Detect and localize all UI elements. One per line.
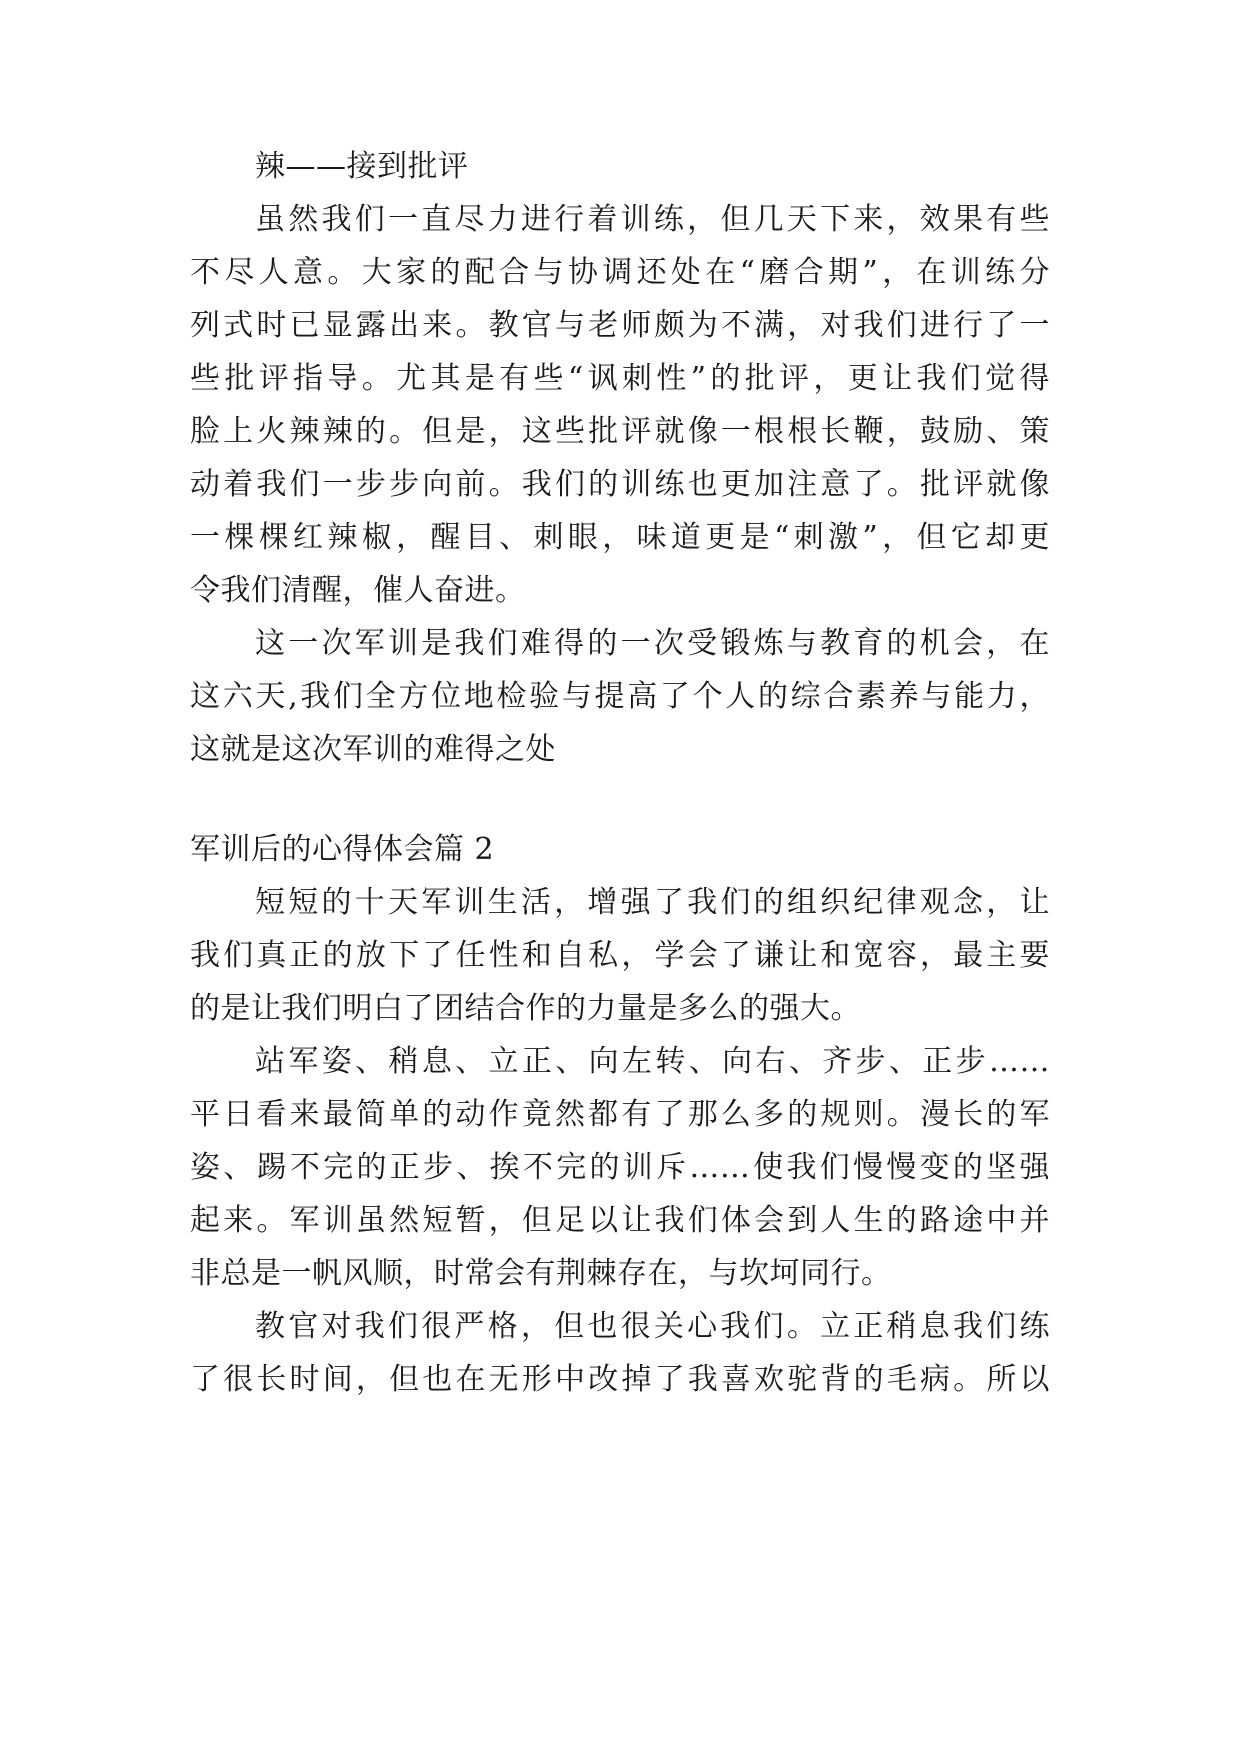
paragraph-line: 不尽人意。大家的配合与协调还处在“磨合期”，在训练分 (190, 255, 1050, 290)
paragraph-line: 站军姿、稍息、立正、向左转、向右、齐步、正步…… (255, 1044, 1050, 1079)
paragraph-line: 的是让我们明白了团结合作的力量是多么的强大。 (190, 991, 861, 1026)
section-title: 军训后的心得体会篇 2 (190, 832, 495, 867)
paragraph-line: 非总是一帆风顺，时常会有荆棘存在，与坎坷同行。 (190, 1256, 892, 1291)
paragraph-line: 短短的十天军训生活，增强了我们的组织纪律观念，让 (255, 885, 1050, 920)
paragraph-line: 这一次军训是我们难得的一次受锻炼与教育的机会，在 (255, 626, 1050, 661)
paragraph-line: 姿、踢不完的正步、挨不完的训斥……使我们慢慢变的坚强 (190, 1150, 1050, 1185)
paragraph-line: 起来。军训虽然短暂，但足以让我们体会到人生的路途中并 (190, 1203, 1050, 1238)
paragraph-line: 这就是这次军训的难得之处 (190, 732, 556, 767)
subheading: 辣——接到批评 (255, 149, 469, 184)
paragraph-line: 些批评指导。尤其是有些“讽刺性”的批评，更让我们觉得 (190, 361, 1050, 396)
paragraph-line: 平日看来最简单的动作竟然都有了那么多的规则。漫长的军 (190, 1097, 1050, 1132)
paragraph-line: 令我们清醒，催人奋进。 (190, 573, 526, 608)
paragraph-line: 动着我们一步步向前。我们的训练也更加注意了。批评就像 (190, 467, 1050, 502)
paragraph-line: 教官对我们很严格，但也很关心我们。立正稍息我们练 (255, 1309, 1050, 1344)
paragraph-line: 我们真正的放下了任性和自私，学会了谦让和宽容，最主要 (190, 938, 1050, 973)
paragraph-line: 脸上火辣辣的。但是，这些批评就像一根根长鞭，鼓励、策 (190, 414, 1050, 449)
paragraph-line: 虽然我们一直尽力进行着训练，但几天下来，效果有些 (255, 202, 1050, 237)
paragraph-line: 这六天,我们全方位地检验与提高了个人的综合素养与能力， (190, 679, 1050, 714)
paragraph-line: 了很长时间，但也在无形中改掉了我喜欢驼背的毛病。所以 (190, 1362, 1050, 1397)
paragraph-line: 列式时已显露出来。教官与老师颇为不满，对我们进行了一 (190, 308, 1050, 343)
paragraph-line: 一棵棵红辣椒，醒目、刺眼，味道更是“刺激”，但它却更 (190, 520, 1050, 555)
